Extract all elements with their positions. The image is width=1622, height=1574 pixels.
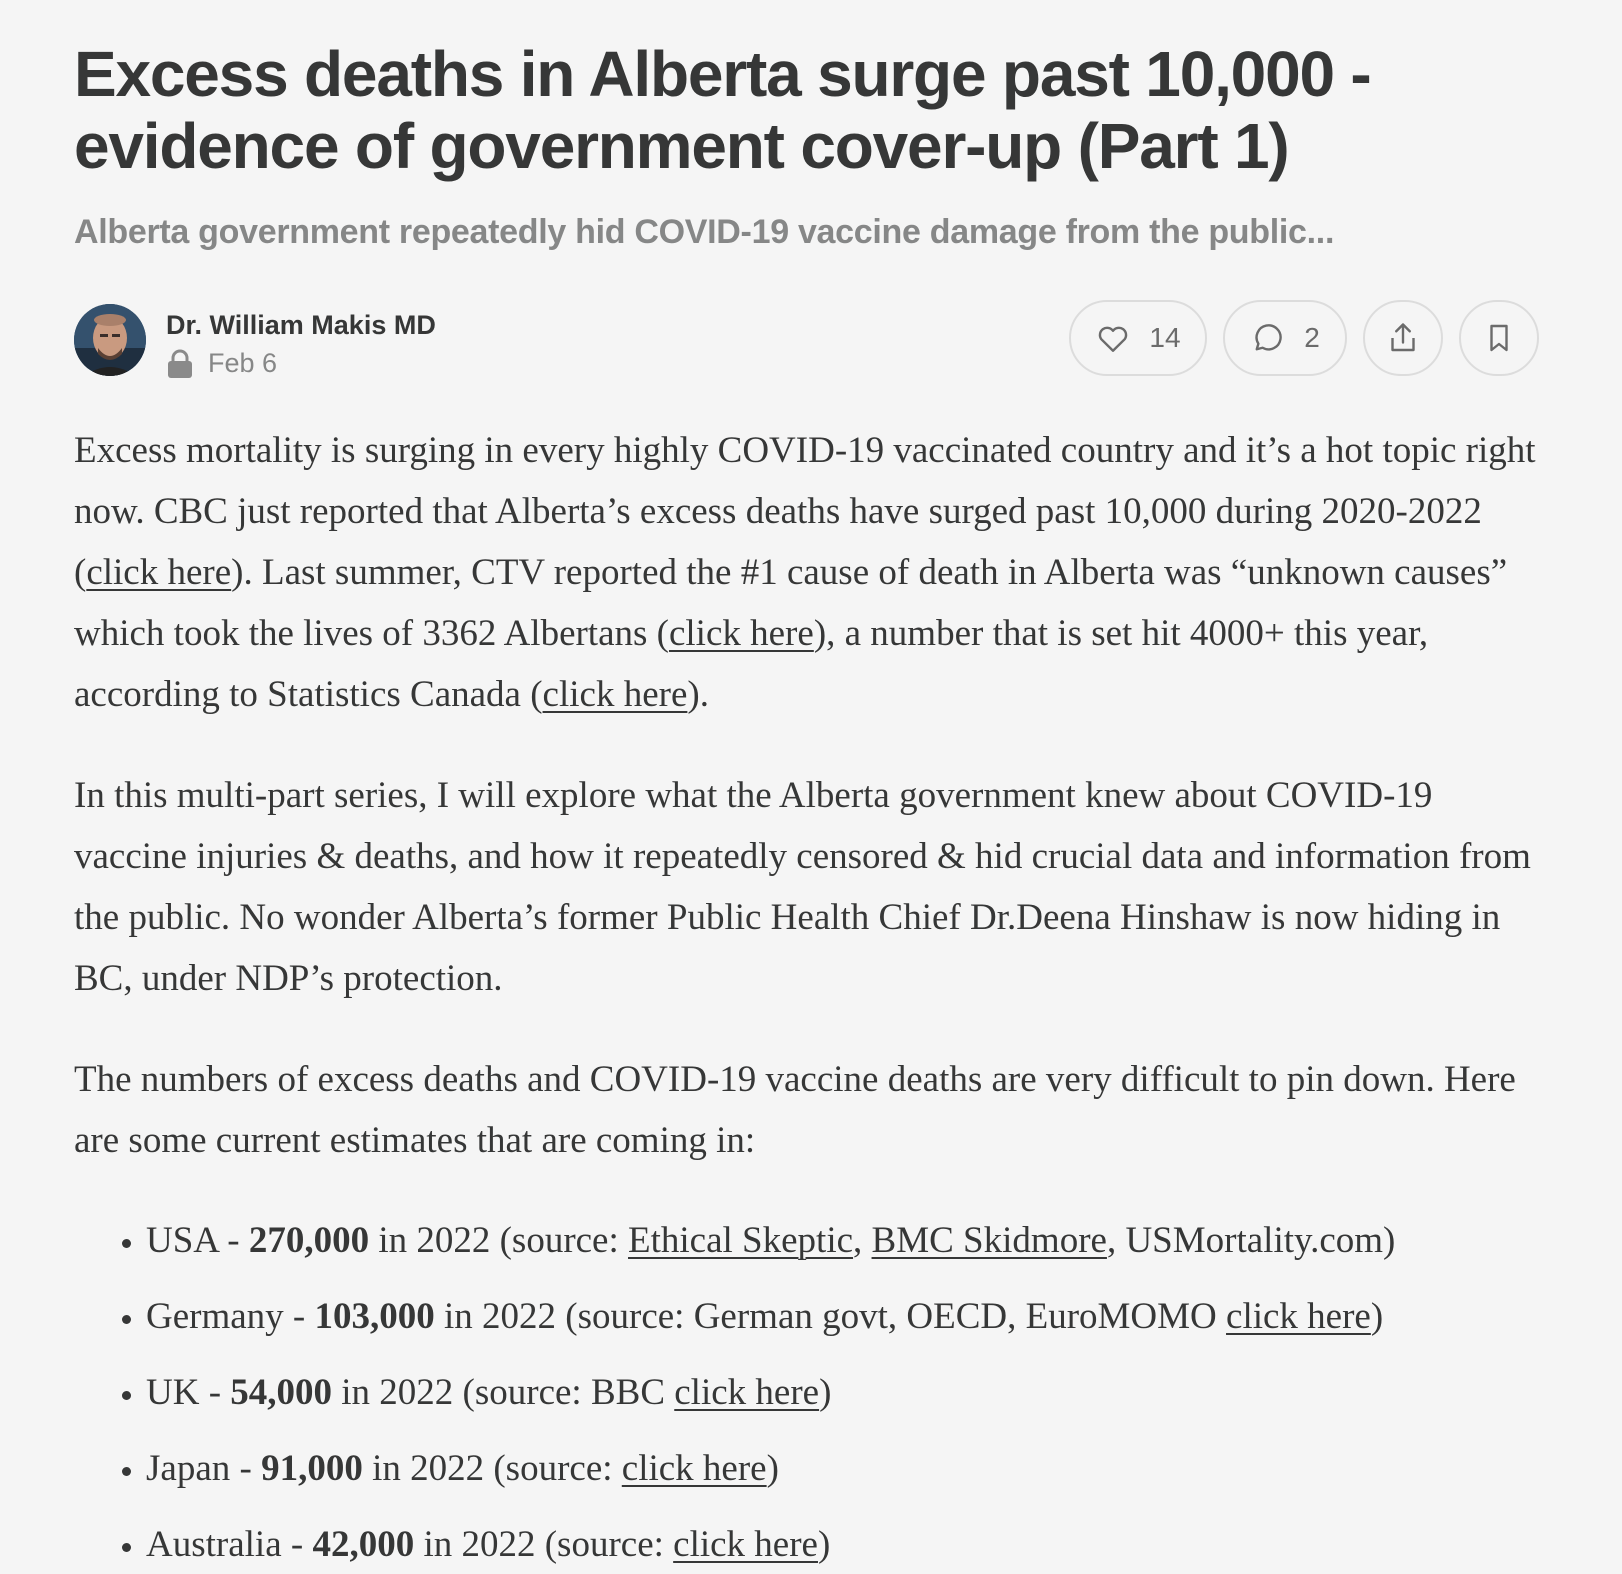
ctv-link[interactable]: click here [668, 613, 814, 654]
post-meta [166, 348, 277, 379]
post-actions [1069, 300, 1539, 376]
list-item [146, 1363, 1539, 1423]
share-button[interactable] [1363, 300, 1443, 376]
country: Germany - [146, 1296, 315, 1337]
text: Excess mortality is surging in every highly COVID-19 vaccinated country and it’s a hot topic right now. CBC just reported that Alberta’s excess deaths have surged past 10,000 during 2020-2022 ( [74, 430, 1536, 593]
paragraph-2: In this multi-part series, I will explore what the Alberta government knew about COVID-19 vaccine injuries & deaths, and how it repeatedly censored & hid crucial data and information from the public. No wonder Alberta’s former Public Health Chief Dr.Deena Hinshaw is now hiding in BC, under NDP’s protection. [74, 775, 1531, 999]
country: USA - [146, 1220, 249, 1261]
estimate: 54,000 [230, 1372, 333, 1413]
germany-link[interactable]: click here [1226, 1296, 1371, 1337]
text: ) [1370, 1296, 1384, 1337]
text: in 2022 (source: [414, 1524, 674, 1565]
ethical-skeptic-link[interactable]: Ethical Skeptic [628, 1220, 854, 1261]
list-item [146, 1515, 1539, 1574]
text: in 2022 (source: German govt, OECD, EuroMOMO [434, 1296, 1227, 1337]
byline [74, 304, 1539, 384]
cbc-link[interactable]: click here [86, 552, 232, 593]
country: UK - [146, 1372, 231, 1413]
post-date: Feb 6 [208, 348, 278, 378]
japan-link[interactable]: click here [621, 1448, 767, 1489]
estimate: 42,000 [312, 1524, 415, 1565]
list-item [146, 1439, 1539, 1499]
like-button[interactable] [1069, 300, 1207, 376]
lock-icon [166, 349, 194, 379]
statcan-link[interactable]: click here [542, 674, 688, 715]
text: in 2022 (source: [362, 1448, 622, 1489]
bookmark-icon [1481, 320, 1517, 356]
estimate: 270,000 [248, 1220, 370, 1261]
list-item [146, 1287, 1539, 1347]
uk-link[interactable]: click here [674, 1372, 820, 1413]
article-subtitle: Alberta government repeatedly hid COVID-19 vaccine damage from the public... [74, 213, 1335, 251]
like-count: 14 [1149, 322, 1181, 353]
paragraph-3: The numbers of excess deaths and COVID-19 vaccine deaths are very difficult to pin down. Here are some current estimates that are coming in: [74, 1059, 1516, 1161]
text: in 2022 (source: BBC [332, 1372, 675, 1413]
text: in 2022 (source: [369, 1220, 629, 1261]
article-title: Excess deaths in Alberta surge past 10,000 - evidence of government cover-up (Part 1) [74, 38, 1371, 182]
author-avatar[interactable] [74, 304, 146, 376]
article-body [74, 420, 1539, 1574]
text: ), a number that is set hit 4000+ this year, according to Statistics Canada ( [74, 613, 1429, 715]
comment-button[interactable] [1223, 300, 1347, 376]
heart-icon [1095, 320, 1131, 356]
avatar-image [74, 304, 146, 376]
estimate: 103,000 [314, 1296, 435, 1337]
country: Australia - [146, 1524, 313, 1565]
bmc-skidmore-link[interactable]: BMC Skidmore [871, 1220, 1107, 1261]
text: ). Last summer, CTV reported the #1 cause of death in Alberta was “unknown causes” which took the lives of 3362 Albertans ( [74, 552, 1508, 654]
bookmark-button[interactable] [1459, 300, 1539, 376]
estimates-list [74, 1211, 1539, 1574]
text: , [853, 1220, 872, 1261]
australia-link[interactable]: click here [673, 1524, 818, 1565]
speech-bubble-icon [1250, 320, 1286, 356]
article [74, 38, 1539, 1574]
text: ) [817, 1524, 831, 1565]
text: ) [766, 1448, 779, 1489]
estimate: 91,000 [261, 1448, 363, 1489]
comment-count: 2 [1304, 322, 1320, 353]
share-icon [1385, 320, 1421, 356]
text: ). [687, 674, 709, 715]
list-item [146, 1211, 1539, 1271]
paragraph-1 [74, 420, 1539, 725]
text: ) [819, 1372, 832, 1413]
text: , USMortality.com) [1106, 1220, 1396, 1261]
author-name[interactable]: Dr. William Makis MD [166, 310, 436, 340]
country: Japan - [146, 1448, 262, 1489]
